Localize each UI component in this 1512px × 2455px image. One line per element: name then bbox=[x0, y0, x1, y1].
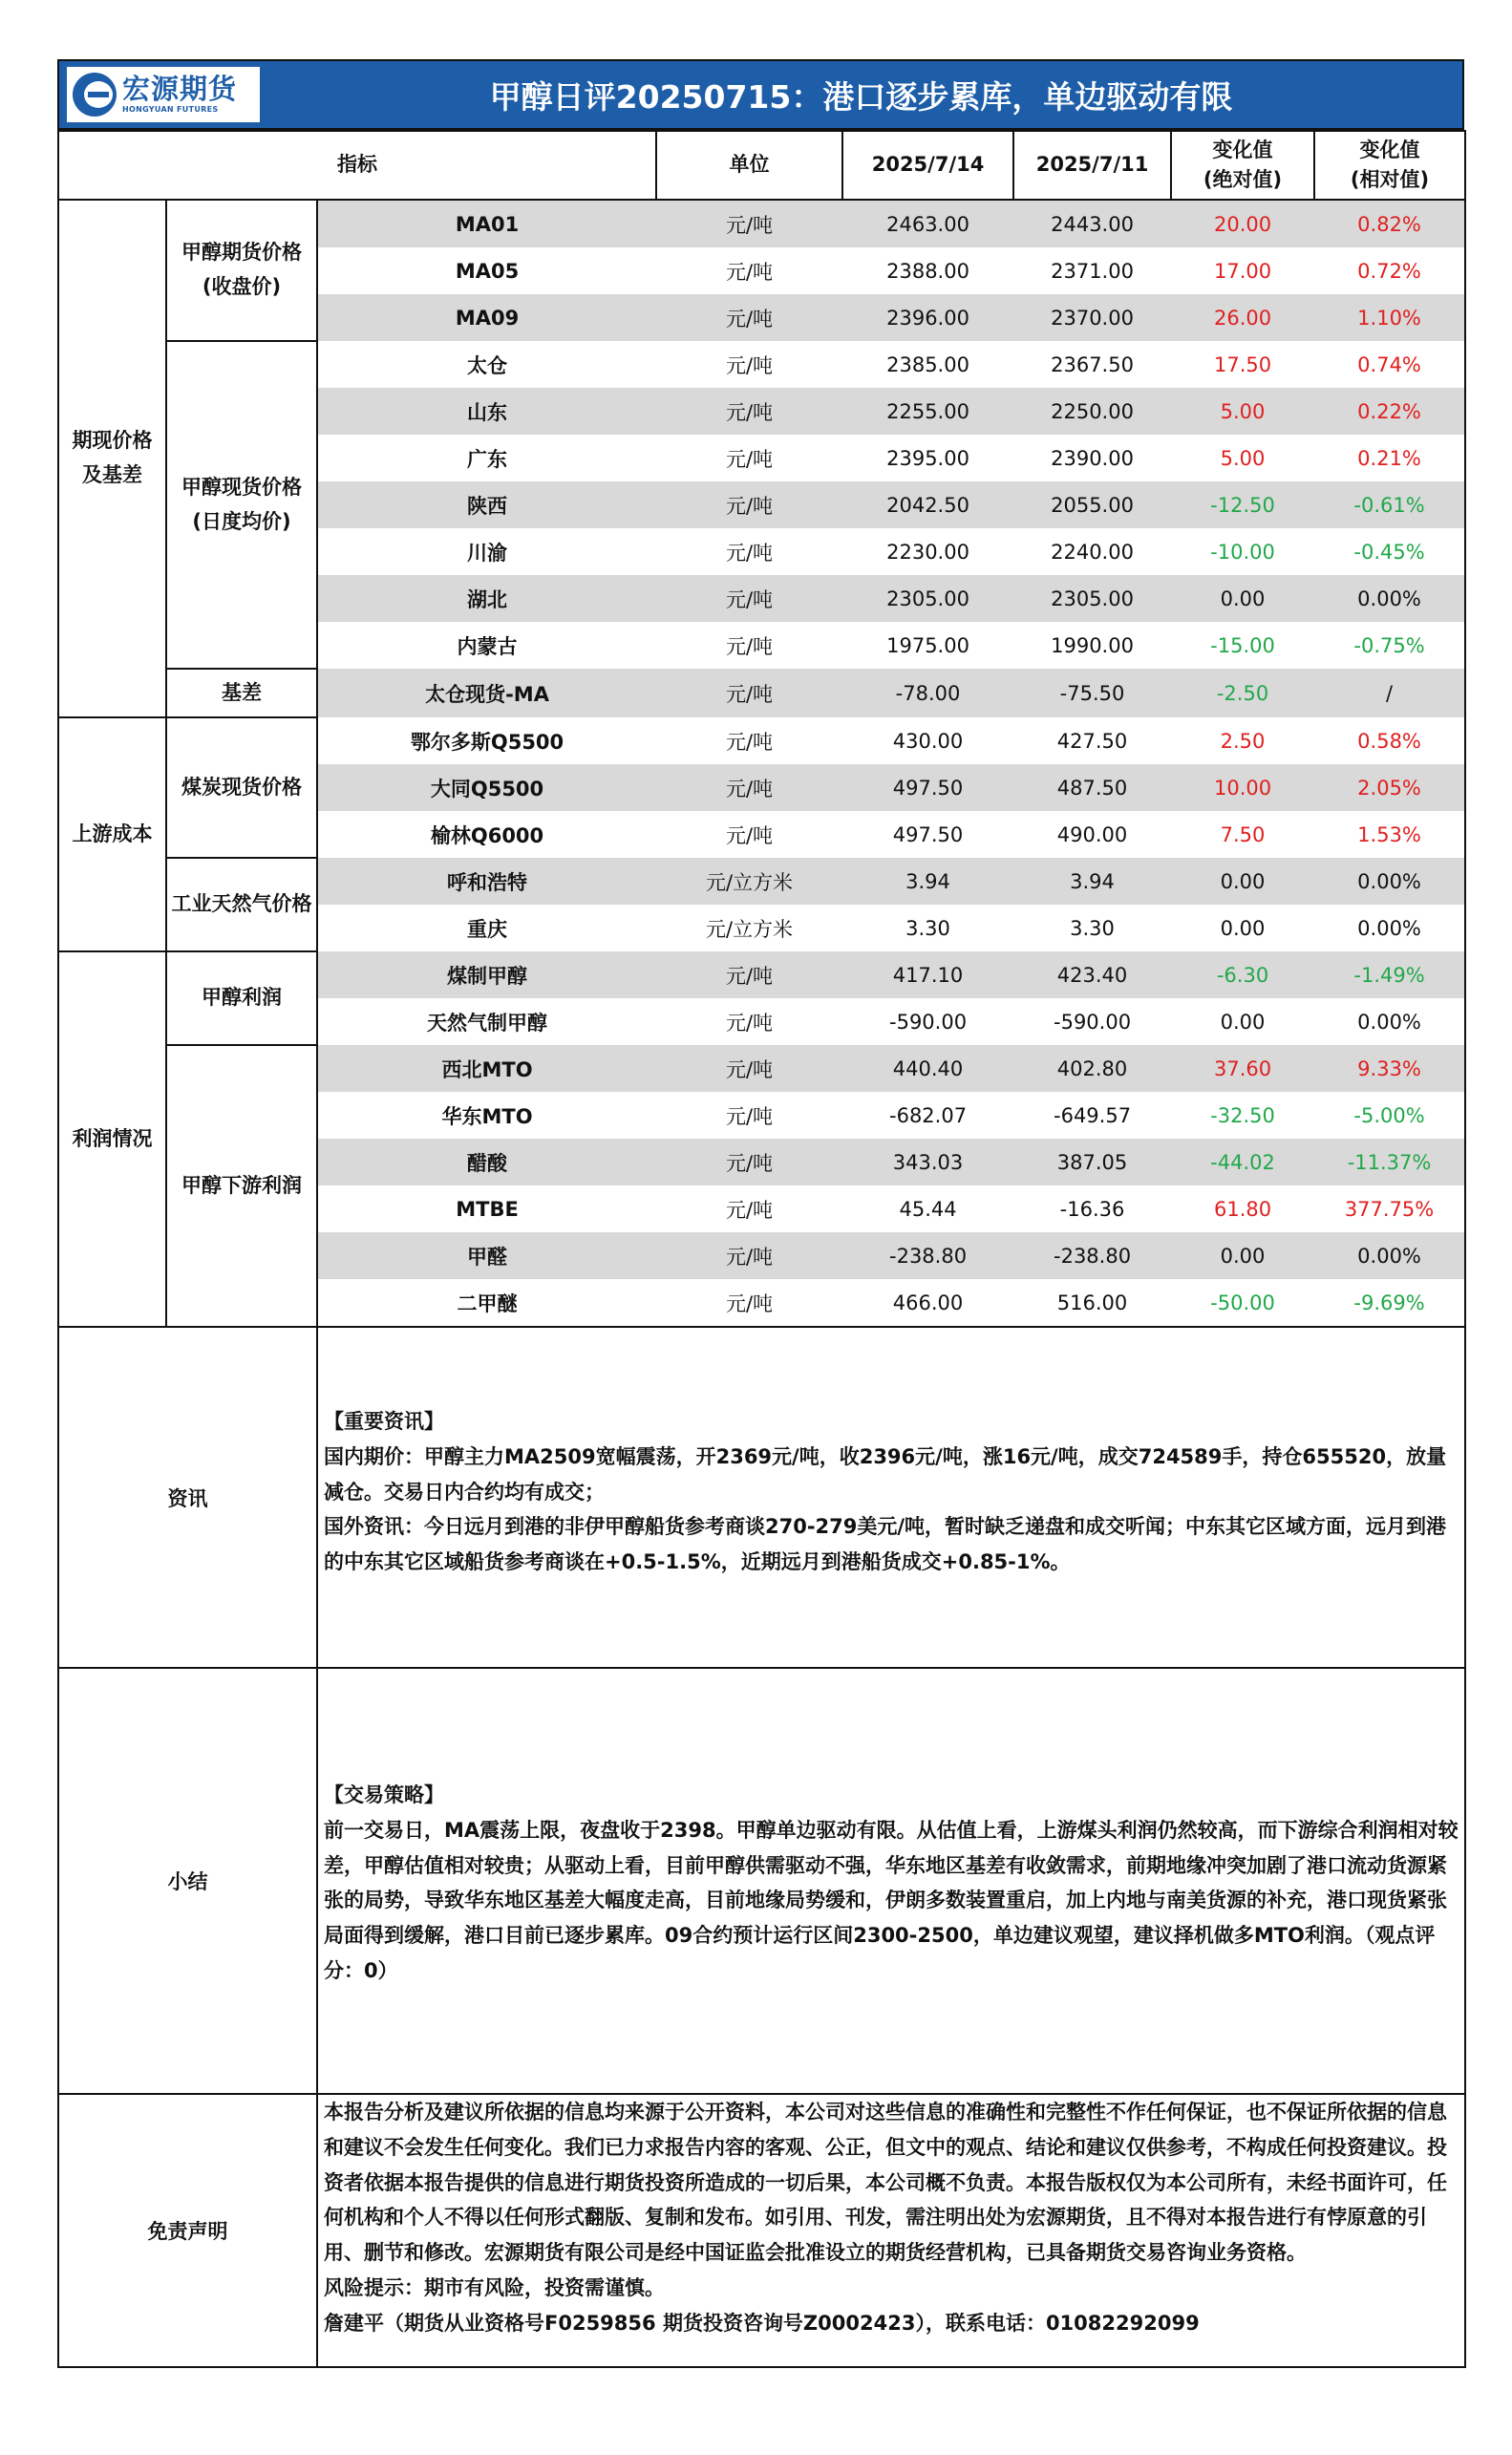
unit-cell: 元/吨 bbox=[656, 951, 842, 998]
disclaimer-content bbox=[317, 2094, 1465, 2367]
unit-cell: 元/吨 bbox=[725, 823, 774, 847]
value-date2: -16.36 bbox=[1059, 1197, 1125, 1221]
rel-change-cell: -11.37% bbox=[1314, 1139, 1465, 1185]
unit-cell: 元/吨 bbox=[725, 1292, 774, 1315]
logo-chinese-name: 宏源期货 bbox=[122, 73, 238, 105]
abs-change-cell: 37.60 bbox=[1171, 1045, 1314, 1092]
abs-change-cell: 0.00 bbox=[1220, 1010, 1266, 1034]
rel-change-cell: -5.00% bbox=[1314, 1092, 1465, 1139]
risk-warning: 风险提示：期市有风险，投资需谨慎。 bbox=[324, 2275, 665, 2299]
value-date2: 490.00 bbox=[1056, 822, 1128, 846]
value-date1: 3.94 bbox=[842, 858, 1013, 905]
unit-cell: 元/吨 bbox=[725, 634, 774, 658]
rel-change-cell: -0.61% bbox=[1314, 481, 1465, 528]
table-row bbox=[58, 717, 1465, 764]
indicator-name: 内蒙古 bbox=[457, 634, 518, 658]
subgroup-label bbox=[166, 341, 317, 669]
value-date2: 402.80 bbox=[1013, 1045, 1171, 1092]
group-label-line: 利润情况 bbox=[72, 1126, 153, 1150]
subgroup-label-line: (收盘价) bbox=[202, 275, 282, 298]
value-date2: 2371.00 bbox=[1051, 259, 1134, 283]
rel-change-cell: -9.69% bbox=[1314, 1279, 1465, 1327]
value-date1: 343.03 bbox=[842, 1139, 1013, 1185]
value-date2: 2390.00 bbox=[1051, 446, 1134, 470]
unit-cell: 元/吨 bbox=[725, 1011, 774, 1035]
subgroup-label-line: 甲醇现货价格 bbox=[181, 475, 302, 499]
subgroup-label-line: 工业天然气价格 bbox=[171, 892, 312, 916]
header-date1: 2025/7/14 bbox=[842, 131, 1013, 200]
abs-change-cell: 17.50 bbox=[1213, 352, 1272, 376]
news-foreign: 国外资讯：今日远月到港的非伊甲醇船货参考商谈270-279美元/吨，暂时缺乏递盘和成交听闻；中东其它区域方面，远月到港的中东其它区域船货参考商谈在+0.5-1.5%，近期远月到港船货成交+0.85-1%。 bbox=[324, 1515, 1447, 1573]
value-date1: 2042.50 bbox=[842, 481, 1013, 528]
unit-cell: 元/吨 bbox=[725, 353, 774, 377]
analyst-info: 詹建平（期货从业资格号F0259856 期货投资咨询号Z0002423），联系电话：01082292099 bbox=[324, 2311, 1200, 2335]
table-row bbox=[58, 951, 1465, 998]
indicator-name: 大同Q5500 bbox=[317, 764, 656, 811]
unit-cell: 元/吨 bbox=[656, 1139, 842, 1185]
value-date1: 3.30 bbox=[905, 916, 950, 940]
indicator-name: 陕西 bbox=[317, 481, 656, 528]
subgroup-label-line: 煤炭现货价格 bbox=[181, 775, 302, 799]
value-date2: 487.50 bbox=[1013, 764, 1171, 811]
abs-change-cell: 20.00 bbox=[1171, 200, 1314, 247]
group-label-line: 上游成本 bbox=[72, 822, 153, 845]
summary-label: 小结 bbox=[58, 1668, 317, 2094]
unit-cell: 元/吨 bbox=[656, 200, 842, 247]
value-date1: 440.40 bbox=[842, 1045, 1013, 1092]
report-banner bbox=[57, 59, 1464, 130]
indicator-name: 华东MTO bbox=[441, 1104, 533, 1128]
unit-cell: 元/吨 bbox=[725, 260, 774, 284]
indicator-table bbox=[57, 130, 1466, 2368]
rel-change-cell: 0.00% bbox=[1314, 998, 1465, 1045]
value-date1: 2255.00 bbox=[842, 388, 1013, 435]
abs-change-cell: 5.00 bbox=[1220, 446, 1266, 470]
header-abs-change-line2: (绝对值) bbox=[1203, 168, 1283, 191]
unit-cell: 元/吨 bbox=[656, 669, 842, 717]
group-label bbox=[58, 951, 166, 1327]
news-domestic: 国内期价：甲醇主力MA2509宽幅震荡，开2369元/吨，收2396元/吨，涨16元/吨，成交724589手，持仓655520，放量减仓。交易日内合约均有成交； bbox=[324, 1444, 1447, 1504]
value-date1: 2305.00 bbox=[842, 575, 1013, 622]
value-date1: 497.50 bbox=[842, 764, 1013, 811]
rel-change-cell: 1.53% bbox=[1314, 811, 1465, 858]
indicator-name: 醋酸 bbox=[317, 1139, 656, 1185]
subgroup-label-line: (日度均价) bbox=[192, 509, 291, 533]
value-date1: 2388.00 bbox=[886, 259, 969, 283]
header-rel-change-line1: 变化值 bbox=[1359, 138, 1420, 161]
indicator-name: 呼和浩特 bbox=[317, 858, 656, 905]
unit-cell: 元/吨 bbox=[725, 541, 774, 565]
abs-change-cell: 2.50 bbox=[1220, 729, 1266, 753]
disclaimer-section bbox=[58, 2094, 1465, 2367]
header-abs-change bbox=[1171, 131, 1314, 200]
indicator-name: 煤制甲醇 bbox=[317, 951, 656, 998]
rel-change-cell: 0.21% bbox=[1314, 435, 1465, 481]
value-date1: -78.00 bbox=[842, 669, 1013, 717]
unit-cell: 元/吨 bbox=[656, 1232, 842, 1279]
abs-change-cell: -6.30 bbox=[1171, 951, 1314, 998]
value-date2: 3.94 bbox=[1013, 858, 1171, 905]
rel-change-cell: -1.49% bbox=[1314, 951, 1465, 998]
abs-change-cell: 0.00 bbox=[1171, 1232, 1314, 1279]
header-date2: 2025/7/11 bbox=[1013, 131, 1171, 200]
summary-heading: 【交易策略】 bbox=[324, 1783, 444, 1806]
group-label bbox=[58, 200, 166, 717]
company-logo bbox=[67, 67, 260, 122]
subgroup-label-line: 基差 bbox=[222, 680, 262, 704]
value-date1: -682.07 bbox=[889, 1103, 968, 1127]
unit-cell: 元/吨 bbox=[656, 764, 842, 811]
table-row bbox=[58, 200, 1465, 247]
value-date2: -75.50 bbox=[1013, 669, 1171, 717]
rel-change-cell: -0.45% bbox=[1314, 528, 1465, 575]
disclaimer-label: 免责声明 bbox=[58, 2094, 317, 2367]
rel-change-cell: 2.05% bbox=[1314, 764, 1465, 811]
indicator-name: MA05 bbox=[455, 259, 520, 283]
group-label-line: 期现价格 bbox=[72, 429, 153, 453]
value-date2: 2367.50 bbox=[1051, 352, 1134, 376]
abs-change-cell: 17.00 bbox=[1213, 259, 1272, 283]
indicator-name: 太仓现货-MA bbox=[317, 669, 656, 717]
rel-change-cell: 0.74% bbox=[1314, 341, 1465, 388]
rel-change-cell: 377.75% bbox=[1314, 1185, 1465, 1232]
abs-change-cell: 7.50 bbox=[1220, 822, 1266, 846]
value-date2: 423.40 bbox=[1013, 951, 1171, 998]
value-date1: 2395.00 bbox=[886, 446, 969, 470]
value-date2: 2240.00 bbox=[1051, 540, 1134, 564]
header-abs-change-line1: 变化值 bbox=[1212, 138, 1273, 161]
rel-change-cell: 0.00% bbox=[1314, 858, 1465, 905]
unit-cell: 元/吨 bbox=[725, 447, 774, 471]
indicator-name: MA01 bbox=[317, 200, 656, 247]
rel-change-cell: -0.75% bbox=[1314, 622, 1465, 669]
logo-english-name: HONGYUAN FUTURES bbox=[122, 105, 219, 114]
rel-change-cell: / bbox=[1314, 669, 1465, 717]
report-title: 甲醇日评20250715：港口逐步累库，单边驱动有限 bbox=[489, 77, 1233, 116]
unit-cell: 元/吨 bbox=[656, 1045, 842, 1092]
group-label-line: 及基差 bbox=[82, 463, 142, 486]
rel-change-cell: 0.00% bbox=[1314, 1232, 1465, 1279]
subgroup-label-line: 甲醇下游利润 bbox=[181, 1173, 302, 1197]
unit-cell: 元/吨 bbox=[656, 575, 842, 622]
subgroup-label-line: 甲醇利润 bbox=[202, 986, 282, 1010]
subgroup-label bbox=[166, 951, 317, 1045]
abs-change-cell: -15.00 bbox=[1210, 633, 1275, 657]
value-date2: 3.30 bbox=[1070, 916, 1115, 940]
abs-change-cell: 5.00 bbox=[1171, 388, 1314, 435]
unit-cell: 元/吨 bbox=[656, 388, 842, 435]
indicator-name: 湖北 bbox=[317, 575, 656, 622]
abs-change-cell: 0.00 bbox=[1171, 575, 1314, 622]
logo-globe-icon bbox=[73, 73, 117, 117]
rel-change-cell: 0.00% bbox=[1314, 905, 1465, 951]
value-date1: 430.00 bbox=[892, 729, 964, 753]
unit-cell: 元/吨 bbox=[656, 481, 842, 528]
abs-change-cell: -32.50 bbox=[1210, 1103, 1275, 1127]
indicator-name: 川渝 bbox=[467, 541, 508, 565]
table-row bbox=[58, 341, 1465, 388]
news-content bbox=[317, 1327, 1465, 1668]
abs-change-cell: -44.02 bbox=[1171, 1139, 1314, 1185]
rel-change-cell: 1.10% bbox=[1314, 294, 1465, 341]
abs-change-cell: -12.50 bbox=[1171, 481, 1314, 528]
value-date2: -238.80 bbox=[1013, 1232, 1171, 1279]
abs-change-cell: 10.00 bbox=[1171, 764, 1314, 811]
rel-change-cell: 0.58% bbox=[1314, 717, 1465, 764]
value-date1: 466.00 bbox=[892, 1291, 964, 1314]
value-date1: 2396.00 bbox=[842, 294, 1013, 341]
value-date2: -590.00 bbox=[1054, 1010, 1132, 1034]
value-date2: 2370.00 bbox=[1013, 294, 1171, 341]
header-unit: 单位 bbox=[656, 131, 842, 200]
news-label: 资讯 bbox=[58, 1327, 317, 1668]
unit-cell: 元/吨 bbox=[725, 1104, 774, 1128]
unit-cell: 元/立方米 bbox=[705, 917, 794, 941]
abs-change-cell: -50.00 bbox=[1210, 1291, 1275, 1314]
indicator-name: 重庆 bbox=[467, 917, 508, 941]
indicator-name: 西北MTO bbox=[317, 1045, 656, 1092]
value-date2: 1990.00 bbox=[1051, 633, 1134, 657]
header-indicator: 指标 bbox=[58, 131, 656, 200]
news-section bbox=[58, 1327, 1465, 1668]
indicator-name: MTBE bbox=[456, 1197, 519, 1221]
abs-change-cell: 61.80 bbox=[1213, 1197, 1272, 1221]
subgroup-label-line: 甲醇期货价格 bbox=[181, 241, 302, 265]
unit-cell: 元/吨 bbox=[725, 1198, 774, 1222]
abs-change-cell: -2.50 bbox=[1171, 669, 1314, 717]
rel-change-cell: 9.33% bbox=[1314, 1045, 1465, 1092]
abs-change-cell: 0.00 bbox=[1171, 858, 1314, 905]
header-rel-change-line2: (相对值) bbox=[1350, 168, 1430, 191]
value-date1: 2385.00 bbox=[886, 352, 969, 376]
rel-change-cell: 0.22% bbox=[1314, 388, 1465, 435]
table-row bbox=[58, 858, 1465, 905]
indicator-name: 甲醛 bbox=[317, 1232, 656, 1279]
value-date2: 2055.00 bbox=[1013, 481, 1171, 528]
value-date1: 2463.00 bbox=[842, 200, 1013, 247]
indicator-name: 山东 bbox=[317, 388, 656, 435]
header-rel-change bbox=[1314, 131, 1465, 200]
indicator-name: 广东 bbox=[467, 447, 508, 471]
indicator-name: 榆林Q6000 bbox=[430, 823, 544, 847]
indicator-name: 鄂尔多斯Q5500 bbox=[410, 730, 564, 754]
report-sheet bbox=[57, 59, 1464, 2368]
value-date2: 427.50 bbox=[1056, 729, 1128, 753]
rel-change-cell: 0.00% bbox=[1314, 575, 1465, 622]
table-row bbox=[58, 1045, 1465, 1092]
unit-cell: 元/吨 bbox=[656, 294, 842, 341]
unit-cell: 元/吨 bbox=[725, 730, 774, 754]
value-date1: 2230.00 bbox=[886, 540, 969, 564]
subgroup-label bbox=[166, 669, 317, 717]
value-date2: 516.00 bbox=[1056, 1291, 1128, 1314]
table-header-row bbox=[58, 131, 1465, 200]
rel-change-cell: 0.82% bbox=[1314, 200, 1465, 247]
subgroup-label bbox=[166, 1045, 317, 1327]
value-date2: 2250.00 bbox=[1013, 388, 1171, 435]
group-label bbox=[58, 717, 166, 951]
value-date2: 387.05 bbox=[1013, 1139, 1171, 1185]
indicator-name: 二甲醚 bbox=[457, 1292, 518, 1315]
news-heading: 【重要资讯】 bbox=[324, 1410, 444, 1433]
table-row bbox=[58, 669, 1465, 717]
indicator-name: 天然气制甲醇 bbox=[427, 1011, 548, 1035]
abs-change-cell: -10.00 bbox=[1210, 540, 1275, 564]
disclaimer-text: 本报告分析及建议所依据的信息均来源于公开资料，本公司对这些信息的准确性和完整性不作任何保证，也不保证所依据的信息和建议不会发生任何变化。我们已力求报告内容的客观、公正，但文中的观点、结论和建议仅供参考，不构成任何投资建议。投资者依据本报告提供的信息进行期货投资所造成的一切后果，本公司概不负责。本报告版权仅为本公司所有，未经书面许可，任何机构和个人不得以任何形式翻版、复制和发布。如引用、刊发，需注明出处为宏源期货，且不得对本报告进行有悖原意的引用、删节和修改。宏源期货有限公司是经中国证监会批准设立的期货经营机构，已具备期货交易咨询业务资格。 bbox=[324, 2101, 1447, 2264]
rel-change-cell: 0.72% bbox=[1314, 247, 1465, 294]
abs-change-cell: 26.00 bbox=[1171, 294, 1314, 341]
value-date1: 1975.00 bbox=[886, 633, 969, 657]
subgroup-label bbox=[166, 200, 317, 341]
subgroup-label bbox=[166, 858, 317, 951]
value-date1: -590.00 bbox=[889, 1010, 968, 1034]
abs-change-cell: 0.00 bbox=[1220, 916, 1266, 940]
unit-cell: 元/立方米 bbox=[656, 858, 842, 905]
value-date2: -649.57 bbox=[1054, 1103, 1132, 1127]
value-date1: -238.80 bbox=[842, 1232, 1013, 1279]
summary-content bbox=[317, 1668, 1465, 2094]
value-date2: 2305.00 bbox=[1013, 575, 1171, 622]
indicator-name: 太仓 bbox=[467, 353, 508, 377]
summary-text: 前一交易日，MA震荡上限，夜盘收于2398。甲醇单边驱动有限。从估值上看，上游煤头利润仍然较高，而下游综合利润相对较差，甲醇估值相对较贵；从驱动上看，目前甲醇供需驱动不强，华东地区基差有收敛需求，前期地缘冲突加剧了港口流动货源紧张的局势，导致华东地区基差大幅度走高，目前地缘局势缓和，伊朗多数装置重启，加上内地与南美货源的补充，港口现货紧张局面得到缓解，港口目前已逐步累库。09合约预计运行区间2300-2500，单边建议观望，建议择机做多MTO利润。（观点评分：0） bbox=[324, 1818, 1459, 1982]
value-date2: 2443.00 bbox=[1013, 200, 1171, 247]
indicator-name: MA09 bbox=[317, 294, 656, 341]
value-date1: 45.44 bbox=[899, 1197, 957, 1221]
summary-section bbox=[58, 1668, 1465, 2094]
value-date1: 497.50 bbox=[892, 822, 964, 846]
value-date1: 417.10 bbox=[842, 951, 1013, 998]
subgroup-label bbox=[166, 717, 317, 858]
